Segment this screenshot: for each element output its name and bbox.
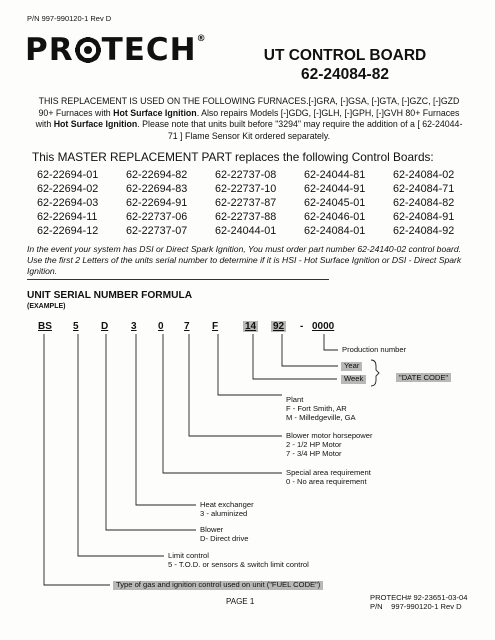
serial-week: 14 [245, 321, 257, 332]
intro-text-2: . Also repairs Models [-]GDG, [-]GLH, [-]GPH, [-]GVH 80+ Furnaces with [35, 107, 460, 129]
control-board-code: 62-22694-11 [37, 211, 98, 223]
label-heat-exchanger [200, 501, 254, 519]
blower-title: Blower [200, 525, 224, 534]
intro-text-1: THIS REPLACEMENT IS USED ON THE FOLLOWING FURNACES.[-]GRA, [-]GSA, [-]GTA, [-]GZC, [-]GZD 90+ Furnaces with [38, 96, 460, 118]
example-label: (EXAMPLE) [27, 303, 66, 310]
control-board-code: 62-24084-02 [393, 169, 455, 181]
label-blower-motor-hp [286, 432, 373, 458]
control-board-code: 62-24044-91 [304, 183, 366, 195]
footer-protech-number: PROTECH# 92-23651-03-04 [370, 593, 468, 602]
limit-control-title: Limit control [168, 551, 209, 560]
serial-heat-exchanger: 3 [131, 321, 137, 332]
blower-option-d: D- Direct drive [200, 533, 249, 543]
footer-part-info [370, 593, 468, 611]
part-number-top: P/N 997-990120-1 Rev D [27, 14, 112, 23]
control-board-code: 62-22694-91 [126, 197, 188, 209]
serial-year: 92 [273, 321, 285, 332]
intro-text-3: . Please note that units built before "3294" may require the addition of a [ 62-24044-71 ] Flame Sensor Kit ordered separately. [137, 119, 463, 141]
control-board-code: 62-22737-08 [215, 169, 277, 181]
serial-plant: F [212, 321, 219, 332]
control-board-code: 62-22737-88 [215, 211, 277, 223]
plant-title: Plant [286, 395, 304, 404]
blower-hp-title: Blower motor horsepower [286, 431, 373, 440]
control-board-code: 62-22694-12 [37, 225, 99, 237]
control-board-code: 62-22694-82 [126, 169, 188, 181]
control-board-code: 62-24045-01 [304, 197, 366, 209]
title-line-2: 62-24084-82 [301, 66, 389, 83]
label-year: Year [341, 362, 362, 371]
label-special-area [286, 469, 371, 487]
serial-dash: - [300, 321, 304, 332]
control-board-code: 62-24084-91 [393, 211, 455, 223]
trademark-symbol: ® [196, 34, 207, 44]
blower-hp-option-7: 7 - 3/4 HP Motor [286, 448, 342, 458]
label-week: Week [341, 375, 366, 384]
heat-exchanger-title: Heat exchanger [200, 500, 254, 509]
plant-option-m: M - Milledgeville, GA [286, 412, 356, 422]
control-board-code: 62-22694-83 [126, 183, 188, 195]
control-board-code: 62-24084-92 [393, 225, 455, 237]
blower-hp-option-2: 2 - 1/2 HP Motor [286, 439, 342, 449]
control-board-code: 62-24044-01 [215, 225, 277, 237]
limit-control-option-5: 5 - T.O.D. or sensors & switch limit control [168, 559, 309, 569]
intro-bold-1: Hot Surface Ignition [113, 107, 197, 118]
title-line-1: UT CONTROL BOARD [263, 47, 427, 64]
label-fuel-code: Type of gas and ignition control used on unit ("FUEL CODE") [113, 581, 323, 590]
control-board-code: 62-22694-03 [37, 197, 99, 209]
serial-special-area: 0 [158, 321, 164, 332]
label-blower [200, 526, 249, 544]
footer-pn [370, 602, 468, 611]
heat-exchanger-option-3: 3 - aluminized [200, 508, 248, 518]
control-board-code: 62-22737-10 [215, 183, 277, 195]
label-production-number: Production number [342, 345, 407, 354]
control-board-code: 62-24084-71 [393, 183, 455, 195]
control-board-code: 62-24084-01 [304, 225, 366, 237]
master-replacement-heading: This MASTER REPLACEMENT PART replaces the following Control Boards: [32, 150, 434, 164]
serial-fuel-code: BS [38, 321, 52, 332]
logo-text-tech: TECH [101, 32, 197, 68]
special-area-option-0: 0 - No area requirement [286, 476, 367, 486]
control-board-code: 62-22737-06 [126, 211, 188, 223]
control-board-code: 62-24084-82 [393, 197, 455, 209]
control-board-code: 62-24046-01 [304, 211, 366, 223]
label-plant [286, 396, 356, 422]
control-board-code: 62-22694-01 [37, 169, 99, 181]
logo-text-pr: PR [25, 32, 74, 68]
control-board-code: 62-24044-81 [304, 169, 366, 181]
footer-pn-label: P/N [370, 602, 383, 611]
control-board-code: 62-22694-02 [37, 183, 99, 195]
control-board-code: 62-22737-87 [215, 197, 277, 209]
serial-blower: D [101, 321, 109, 332]
intro-bold-2: Hot Surface Ignition [53, 119, 138, 129]
dsi-note: In the event your system has DSI or Direct Spark Ignition, You must order part number 62-24140-02 control board. Use the first 2 Letters of the units serial number to determine if it is HSI - Hot Surface Ignition or DSI - Direct Spark Ignition. [27, 244, 462, 276]
special-area-title: Special area requirement [286, 468, 371, 477]
footer-pn-value: 997-990120-1 Rev D [391, 602, 462, 611]
serial-blower-hp: 7 [184, 321, 190, 332]
plant-option-f: F - Fort Smith, AR [286, 403, 347, 413]
label-limit-control [168, 552, 309, 570]
label-date-code: "DATE CODE" [396, 373, 451, 382]
page-number: PAGE 1 [226, 597, 255, 606]
formula-title: UNIT SERIAL NUMBER FORMULA [27, 290, 193, 301]
serial-production: 0000 [312, 321, 335, 332]
serial-limit-control: 5 [73, 321, 79, 332]
control-board-code: 62-22737-07 [126, 225, 188, 237]
